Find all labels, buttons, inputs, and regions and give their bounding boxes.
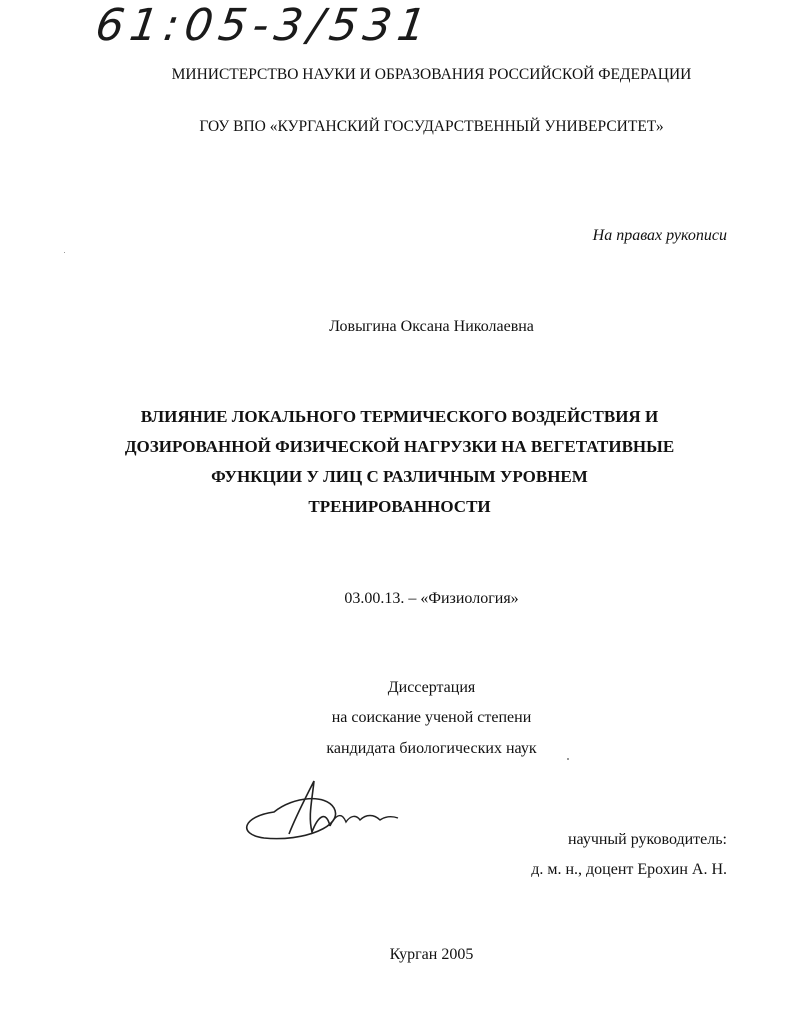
specialty-code: 03.00.13. – «Физиология» (344, 590, 519, 607)
university-heading: ГОУ ВПО «КУРГАНСКИЙ ГОСУДАРСТВЕННЫЙ УНИВЕРСИТЕТ» (199, 118, 664, 135)
title-line: ФУНКЦИИ У ЛИЦ С РАЗЛИЧНЫМ УРОВНЕМ (211, 467, 588, 486)
scan-speck (567, 758, 569, 760)
catalog-code-handwritten: 61:05-3/531 (92, 0, 436, 51)
title-line: ДОЗИРОВАННОЙ ФИЗИЧЕСКОЙ НАГРУЗКИ НА ВЕГЕТАТИВНЫЕ (124, 437, 675, 456)
title-line: ВЛИЯНИЕ ЛОКАЛЬНОГО ТЕРМИЧЕСКОГО ВОЗДЕЙСТВИЯ И (140, 407, 659, 426)
ministry-heading: МИНИСТЕРСТВО НАУКИ И ОБРАЗОВАНИЯ РОССИЙСКОЙ ФЕДЕРАЦИИ (171, 66, 692, 83)
supervisor-label: научный руководитель: (567, 831, 727, 848)
title-line: ТРЕНИРОВАННОСТИ (308, 497, 491, 516)
degree-line: кандидата биологических наук (326, 740, 537, 757)
degree-line: Диссертация (387, 679, 476, 696)
supervisor-name: д. м. н., доцент Ерохин А. Н. (531, 861, 727, 878)
city-year: Курган 2005 (389, 946, 474, 963)
author-name: Ловыгина Оксана Николаевна (329, 318, 534, 335)
dissertation-title (0, 402, 799, 522)
degree-line: на соискание ученой степени (331, 709, 532, 726)
scan-speck (64, 252, 65, 253)
rights-note: На правах рукописи (592, 227, 727, 244)
signature-icon (234, 776, 404, 846)
